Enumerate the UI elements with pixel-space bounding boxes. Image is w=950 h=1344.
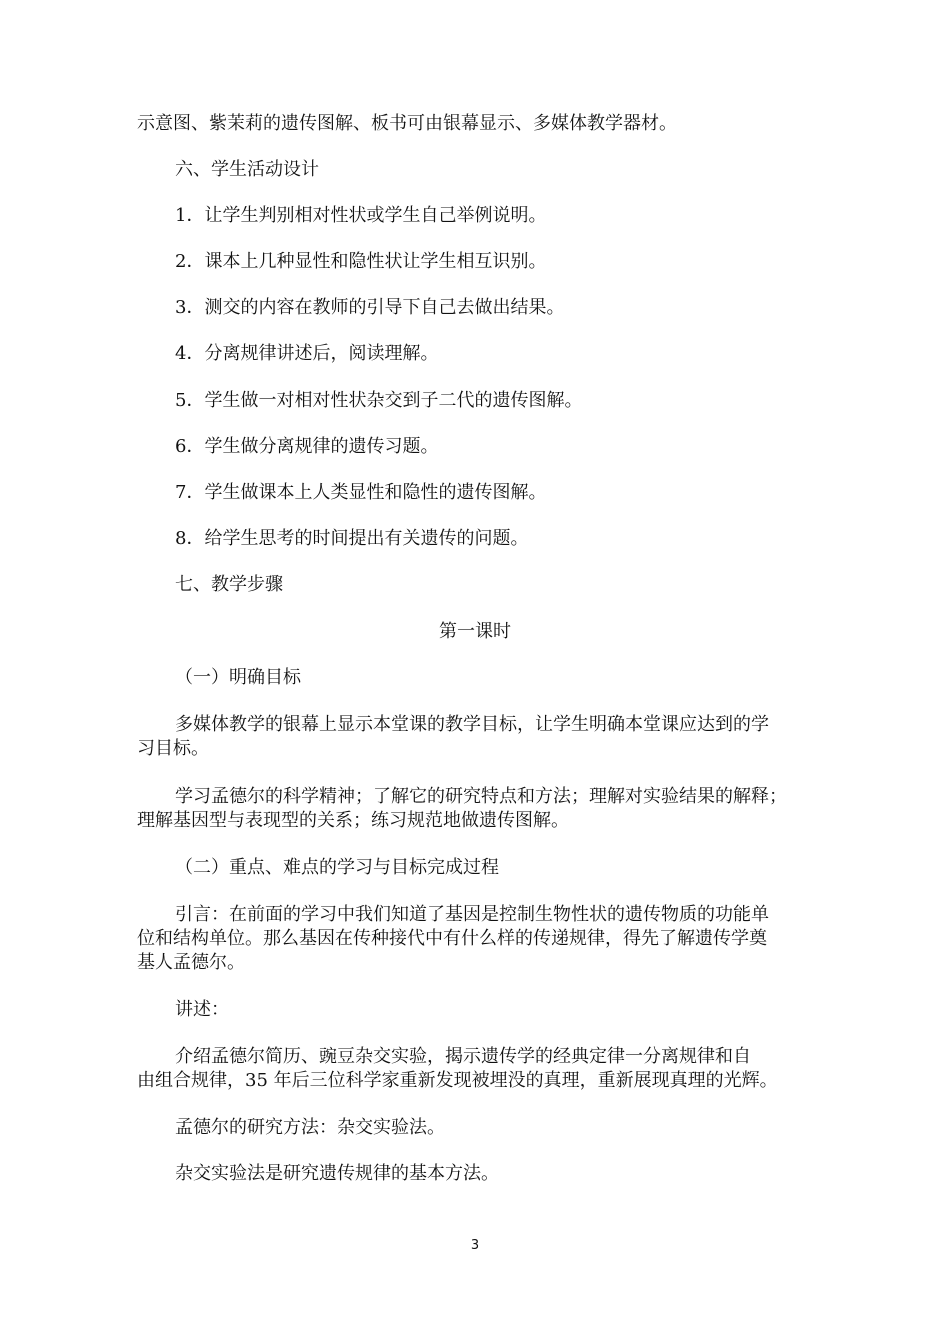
paragraph-line: 习目标。 — [137, 738, 209, 759]
paragraph-line: 位和结构单位。那么基因在传种接代中有什么样的传递规律，得先了解遗传学奠 — [137, 928, 767, 949]
page-number: 3 — [470, 1238, 480, 1253]
paragraph-line: 理解基因型与表现型的关系；练习规范地做遗传图解。 — [137, 810, 569, 831]
section-heading-teaching-steps: 七、教学步骤 — [175, 574, 283, 595]
paragraph-line: 由组合规律，35 年后三位科学家重新发现被埋没的真理，重新展现真理的光辉。 — [137, 1070, 778, 1091]
subheading-key-points: （二）重点、难点的学习与目标完成过程 — [175, 857, 499, 878]
list-item: 4．分离规律讲述后，阅读理解。 — [175, 343, 439, 364]
list-item: 2．课本上几种显性和隐性状让学生相互识别。 — [175, 251, 547, 272]
method-description-line: 杂交实验法是研究遗传规律的基本方法。 — [175, 1163, 499, 1184]
paragraph-line: 引言：在前面的学习中我们知道了基因是控制生物性状的遗传物质的功能单 — [175, 904, 769, 925]
list-item: 7．学生做课本上人类显性和隐性的遗传图解。 — [175, 482, 547, 503]
list-item: 3．测交的内容在教师的引导下自己去做出结果。 — [175, 297, 565, 318]
paragraph-line: 基人孟德尔。 — [137, 952, 245, 973]
paragraph-line: 介绍孟德尔简历、豌豆杂交实验，揭示遗传学的经典定律一分离规律和自 — [175, 1046, 751, 1067]
list-item: 6．学生做分离规律的遗传习题。 — [175, 436, 439, 457]
continuation-line: 示意图、紫茉莉的遗传图解、板书可由银幕显示、多媒体教学器材。 — [137, 113, 677, 134]
lesson-title: 第一课时 — [439, 621, 511, 642]
paragraph-line: 多媒体教学的银幕上显示本堂课的教学目标，让学生明确本堂课应达到的学 — [175, 714, 769, 735]
method-line: 孟德尔的研究方法：杂交实验法。 — [175, 1117, 445, 1138]
list-item: 5．学生做一对相对性状杂交到子二代的遗传图解。 — [175, 390, 583, 411]
subheading-clear-objectives: （一）明确目标 — [175, 667, 301, 688]
list-item: 1．让学生判别相对性状或学生自己举例说明。 — [175, 205, 547, 226]
section-heading-student-activities: 六、学生活动设计 — [175, 159, 319, 180]
list-item: 8．给学生思考的时间提出有关遗传的问题。 — [175, 528, 529, 549]
narration-label: 讲述： — [175, 999, 229, 1020]
paragraph-line: 学习孟德尔的科学精神；了解它的研究特点和方法；理解对实验结果的解释； — [175, 786, 787, 807]
